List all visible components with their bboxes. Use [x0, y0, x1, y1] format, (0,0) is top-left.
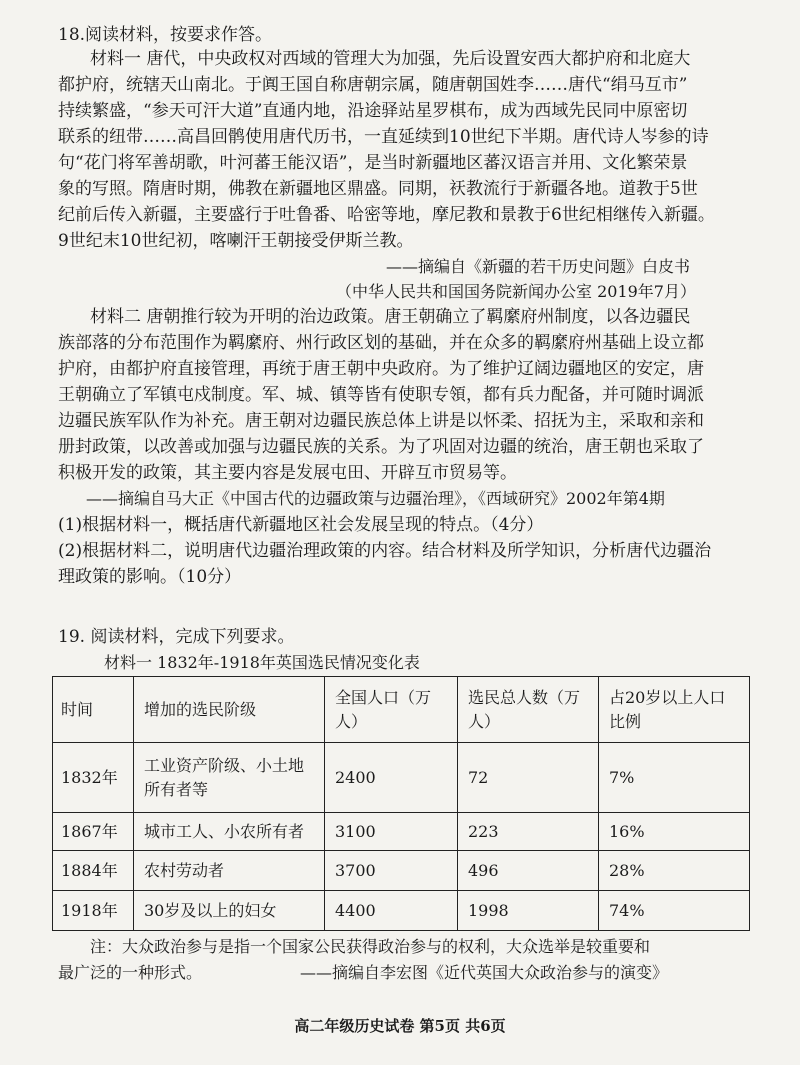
table-caption: 材料一 1832年-1918年英国选民情况变化表	[104, 653, 420, 672]
table-row	[53, 743, 750, 813]
q18-sub-question-2: (2)根据材料二，说明唐代边疆治理政策的内容。结合材料及所学知识，分析唐代边疆治	[58, 541, 712, 561]
header-cell: 时间	[53, 677, 134, 743]
table-note-source: ——摘编自李宏图《近代英国大众政治参与的演变》	[300, 963, 669, 982]
table-note-cont: 最广泛的一种形式。	[58, 963, 203, 982]
cell-ratio: 7%	[599, 743, 750, 813]
cell-voters: 1998	[458, 891, 599, 931]
m2-line: 边疆民族军队作为补充。唐王朝对边疆民族总体上讲是以怀柔、招抚为主，采取和亲和	[58, 411, 704, 431]
cell-population: 3700	[325, 851, 458, 891]
cell-year: 1884年	[53, 851, 134, 891]
m1-source: ——摘编自《新疆的若干历史问题》白皮书	[386, 257, 691, 276]
header-cell: 选民总人数（万人）	[458, 677, 599, 743]
page-footer: 高二年级历史试卷 第5页 共6页	[294, 1017, 506, 1035]
table-row	[53, 851, 750, 891]
m2-line: 护府，由都护府直接管理，再统于唐王朝中央政府。为了维护辽阔边疆地区的安定，唐	[58, 359, 704, 379]
m2-line: 族部落的分布范围作为羁縻府、州行政区划的基础，并在众多的羁縻府州基础上设立都	[58, 333, 704, 353]
table-row	[53, 891, 750, 931]
q19-title: 19. 阅读材料，完成下列要求。	[58, 627, 295, 647]
cell-class: 农村劳动者	[134, 851, 325, 891]
m1-line: 持续繁盛，“参天可汗大道”直通内地，沿途驿站星罗棋布，成为西域先民同中原密切	[58, 101, 688, 121]
m1-line: 材料一 唐代，中央政权对西域的管理大为加强，先后设置安西大都护府和北庭大	[90, 49, 691, 69]
m1-line: 象的写照。隋唐时期，佛教在新疆地区鼎盛。同期，祆教流行于新疆各地。道教于5世	[58, 179, 698, 199]
cell-population: 4400	[325, 891, 458, 931]
m1-line: 都护府，统辖天山南北。于阗王国自称唐朝宗属，随唐朝国姓李……唐代“绢马互市”	[58, 75, 688, 95]
m1-line: 联系的纽带……高昌回鹘使用唐代历书，一直延续到10世纪下半期。唐代诗人岑参的诗	[58, 127, 709, 147]
cell-class: 30岁及以上的妇女	[134, 891, 325, 931]
cell-voters: 72	[458, 743, 599, 813]
q18-sub-question-2-cont: 理政策的影响。（10分）	[58, 567, 242, 587]
m1-line: 9世纪末10世纪初，喀喇汗王朝接受伊斯兰教。	[58, 231, 414, 251]
cell-population: 2400	[325, 743, 458, 813]
header-cell: 增加的选民阶级	[134, 677, 325, 743]
cell-voters: 223	[458, 813, 599, 851]
table-row	[53, 813, 750, 851]
m2-line: 材料二 唐朝推行较为开明的治边政策。唐王朝确立了羁縻府州制度，以各边疆民	[90, 307, 691, 327]
m2-line: 册封政策，以改善或加强与边疆民族的关系。为了巩固对边疆的统治，唐王朝也采取了	[58, 437, 704, 457]
m2-line: 积极开发的政策，其主要内容是发展屯田、开辟互市贸易等。	[58, 463, 517, 483]
cell-ratio: 16%	[599, 813, 750, 851]
cell-population: 3100	[325, 813, 458, 851]
cell-voters: 496	[458, 851, 599, 891]
table-note: 注：大众政治参与是指一个国家公民获得政治参与的权利，大众选举是较重要和	[90, 937, 651, 956]
m1-line: 句“花门将军善胡歌，叶河蕃王能汉语”，是当时新疆地区蕃汉语言并用、文化繁荣景	[58, 153, 688, 173]
voter-table	[52, 676, 750, 931]
q18-sub-question-1: (1)根据材料一，概括唐代新疆地区社会发展呈现的特点。（4分）	[58, 515, 544, 535]
m1-line: 纪前后传入新疆，主要盛行于吐鲁番、哈密等地，摩尼教和景教于6世纪相继传入新疆。	[58, 205, 715, 225]
cell-ratio: 74%	[599, 891, 750, 931]
table-header-row	[53, 677, 750, 743]
m1-source-date: （中华人民共和国国务院新闻办公室 2019年7月）	[336, 282, 696, 301]
header-cell: 全国人口（万人）	[325, 677, 458, 743]
cell-class: 城市工人、小农所有者	[134, 813, 325, 851]
cell-class: 工业资产阶级、小土地所有者等	[134, 743, 325, 813]
cell-year: 1832年	[53, 743, 134, 813]
cell-ratio: 28%	[599, 851, 750, 891]
cell-year: 1918年	[53, 891, 134, 931]
cell-year: 1867年	[53, 813, 134, 851]
m2-line: 王朝确立了军镇屯戍制度。军、城、镇等皆有使职专領，都有兵力配备，并可随时调派	[58, 385, 704, 405]
q18-title: 18.阅读材料，按要求作答。	[58, 25, 273, 45]
m2-source: ——摘编自马大正《中国古代的边疆政策与边疆治理》，《西域研究》2002年第4期	[86, 489, 665, 508]
header-cell: 占20岁以上人口比例	[599, 677, 750, 743]
